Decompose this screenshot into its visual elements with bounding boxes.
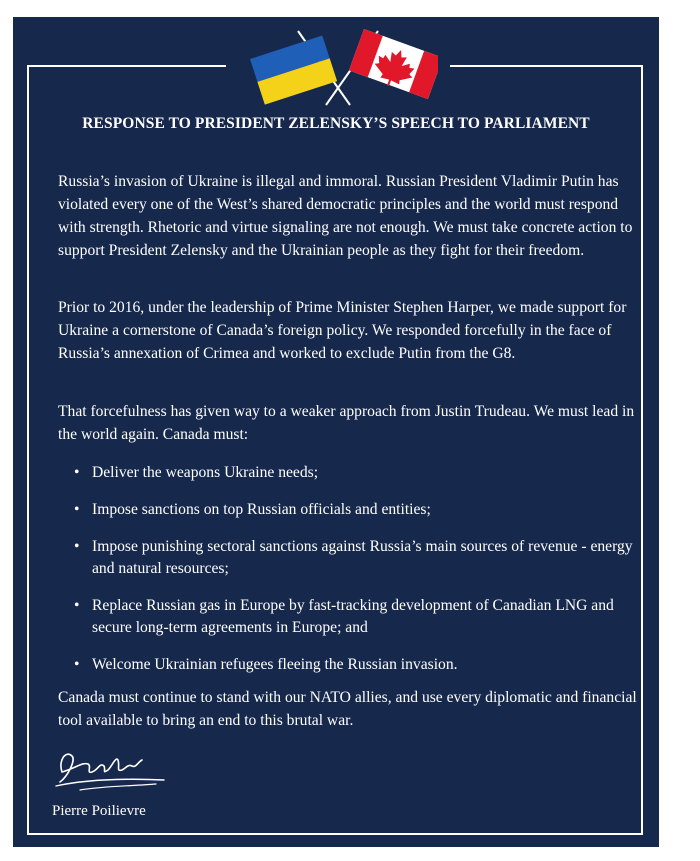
action-item-refugees	[74, 654, 634, 676]
paragraph-closing: Canada must continue to stand with our NATO allies, and use every diplomatic and financial tool available to bring an end to this brutal war.	[58, 689, 637, 729]
bullet-marker: •	[74, 538, 80, 555]
frame-line-top-right	[450, 65, 643, 67]
action-item-lng	[74, 595, 634, 639]
canada-flag-icon	[349, 29, 438, 100]
action-item-text: Impose sanctions on top Russian officials and entities;	[92, 501, 431, 518]
paragraph-canada-must: That forcefulness has given way to a weaker approach from Justin Trudeau. We must lead in the world again. Canada must:	[58, 403, 635, 443]
bullet-marker: •	[74, 501, 80, 518]
action-item-text: Impose punishing sectoral sanctions against Russia’s main sources of revenue - energy and natural resources;	[92, 538, 633, 577]
bullet-marker: •	[74, 656, 80, 673]
bullet-marker: •	[74, 464, 80, 481]
crossed-flags-icon	[238, 19, 438, 109]
frame-line-top-left	[27, 65, 226, 67]
action-list	[74, 462, 634, 691]
action-item-text: Deliver the weapons Ukraine needs;	[92, 464, 319, 481]
action-item-text: Replace Russian gas in Europe by fast-tracking development of Canadian LNG and secure long-term agreements in Europe; and	[92, 597, 614, 636]
frame-line-right	[641, 65, 643, 835]
ukraine-flag-icon	[250, 36, 337, 105]
action-item-sanctions	[74, 499, 634, 521]
frame-line-left	[27, 65, 29, 835]
action-item-weapons	[74, 462, 634, 484]
bullet-marker: •	[74, 597, 80, 614]
paragraph-harper-record: Prior to 2016, under the leadership of Prime Minister Stephen Harper, we made support for Ukraine a cornerstone of Canada’s foreign policy. We responded forcefully in the face of Russia’s annexation of Crimea and worked to exclude Putin from the G8.	[58, 299, 627, 362]
action-item-sectoral-sanctions	[74, 536, 634, 580]
signature-icon	[52, 742, 172, 798]
frame-line-bottom	[27, 833, 643, 835]
action-item-text: Welcome Ukrainian refugees fleeing the Russian invasion.	[92, 656, 458, 673]
paragraph-invasion: Russia’s invasion of Ukraine is illegal and immoral. Russian President Vladimir Putin has violated every one of the West’s shared democratic principles and the world must respond with strength. Rhetoric and virtue signaling are not enough. We must take concrete action to support President Zelensky and the Ukrainian people as they fight for their freedom.	[58, 173, 633, 259]
signer-name: Pierre Poilievre	[52, 803, 146, 819]
statement-title: RESPONSE TO PRESIDENT ZELENSKY’S SPEECH TO PARLIAMENT	[82, 115, 590, 132]
